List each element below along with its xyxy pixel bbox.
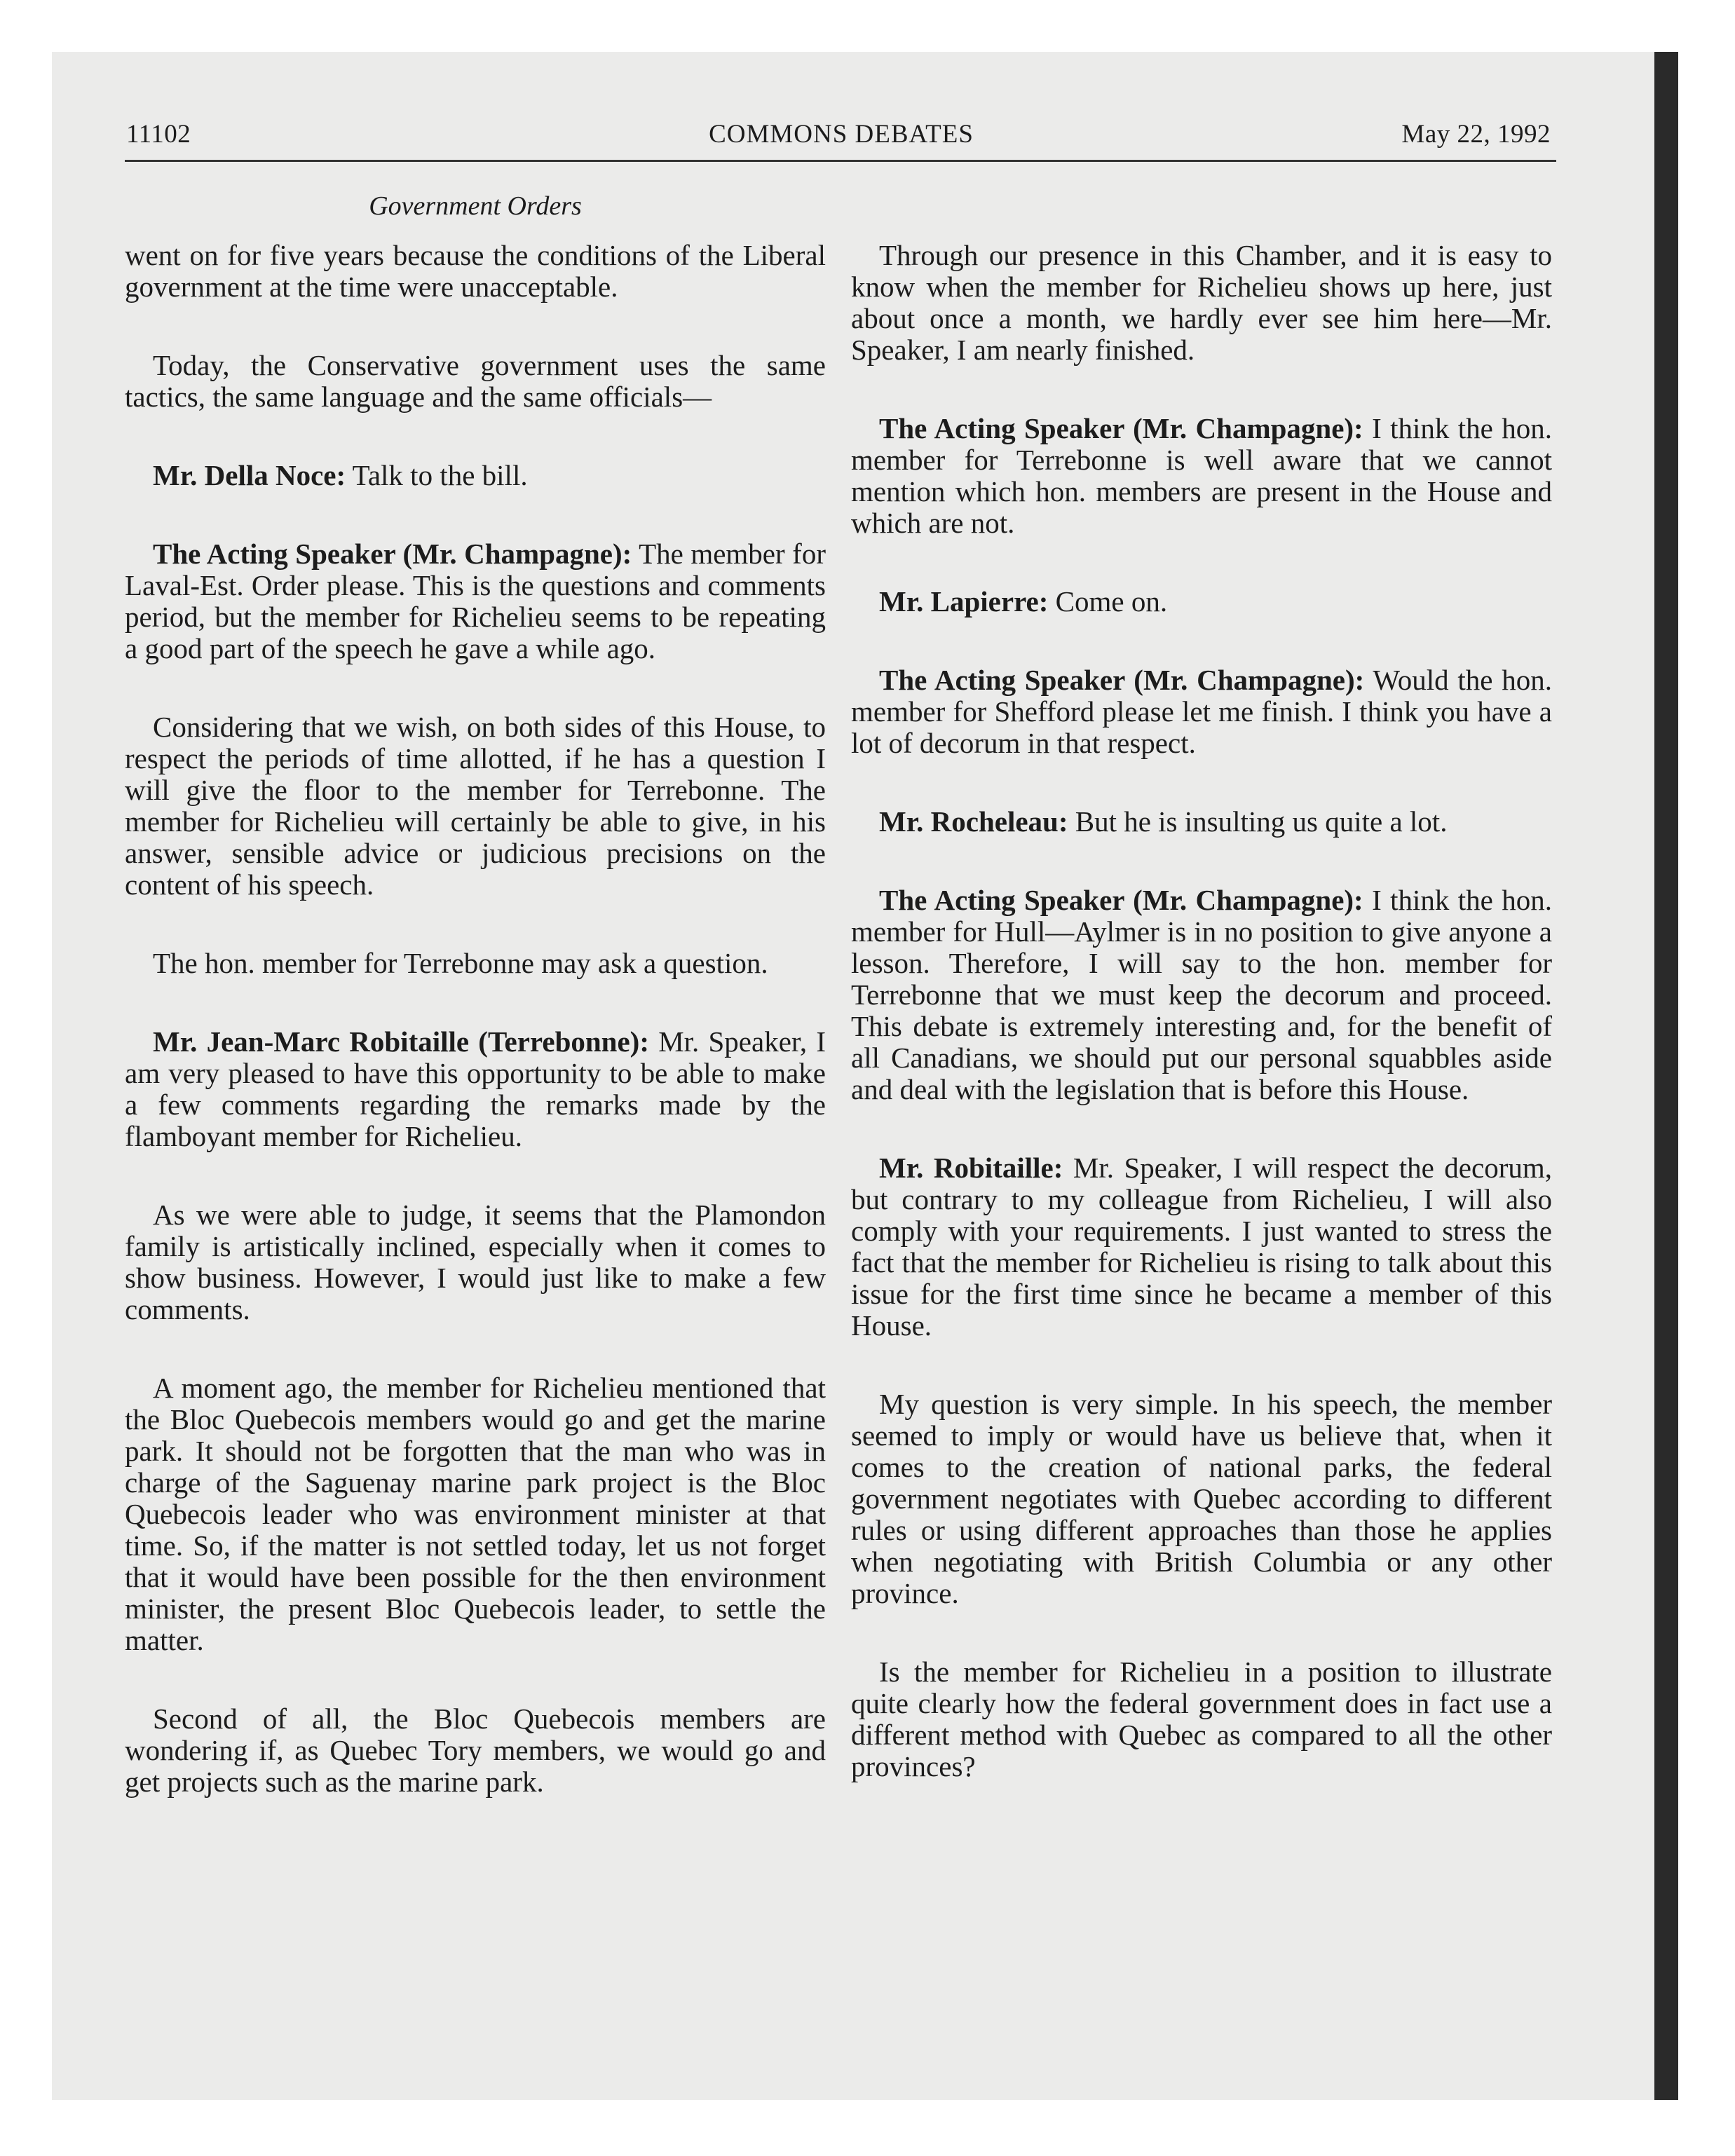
paragraph: The Acting Speaker (Mr. Champagne): Would the hon. member for Shefford please let me finish. I think you have a lot of decorum in that respect. xyxy=(851,664,1552,759)
paragraph: Mr. Robitaille: Mr. Speaker, I will respect the decorum, but contrary to my colleague from Richelieu, I will also comply with your requirements. I just wanted to stress the fact that the member for Richelieu is rising to talk about this issue for the first time since he became a member of this House. xyxy=(851,1152,1552,1342)
paragraph: The hon. member for Terrebonne may ask a question. xyxy=(153,947,768,979)
header-rule xyxy=(125,160,1556,162)
page-number: 11102 xyxy=(126,120,191,149)
paragraph: A moment ago, the member for Richelieu mentioned that the Bloc Quebecois members would go and get the marine park. It should not be forgotten that the man who was in charge of the Saguenay marine park project is the Bloc Quebecois leader who was environment minister at that time. So, if the matter is not settled today, let us not forget that it would have been possible for the then environment minister, the present Bloc Quebecois leader, to settle the matter. xyxy=(125,1372,826,1656)
left-column xyxy=(125,240,826,1845)
paragraph: Considering that we wish, on both sides of this House, to respect the periods of time allotted, if he has a question I will give the floor to the member for Terrebonne. The member for Richelieu will certainly be able to give, in his answer, sensible advice or judicious precisions on the content of his speech. xyxy=(125,711,826,901)
paragraph: The Acting Speaker (Mr. Champagne): I think the hon. member for Terrebonne is well aware that we cannot mention which hon. members are present in the House and which are not. xyxy=(851,412,1552,539)
paragraph: Mr. Lapierre: Come on. xyxy=(879,585,1168,618)
scan-edge-shadow xyxy=(1654,52,1678,2100)
paragraph: Mr. Della Noce: Talk to the bill. xyxy=(153,459,528,491)
right-column xyxy=(851,240,1552,1829)
publication-title: COMMONS DEBATES xyxy=(709,120,974,149)
paragraph: Today, the Conservative government uses the same tactics, the same language and the same officials— xyxy=(125,349,826,413)
paragraph: My question is very simple. In his speech, the member seemed to imply or would have us believe that, when it comes to the creation of national parks, the federal government negotiates with Quebec according to different rules or using different approaches than those he applies when negotiating with British Columbia or any other province. xyxy=(851,1388,1552,1609)
paragraph: Second of all, the Bloc Quebecois members are wondering if, as Quebec Tory members, we would go and get projects such as the marine park. xyxy=(125,1703,826,1798)
publication-date: May 22, 1992 xyxy=(1401,120,1551,149)
paragraph: Through our presence in this Chamber, and it is easy to know when the member for Richelieu shows up here, just about once a month, we hardly ever see him here—Mr. Speaker, I am nearly finished. xyxy=(851,239,1552,366)
paragraph: As we were able to judge, it seems that the Plamondon family is artistically inclined, especially when it comes to show business. However, I would just like to make a few comments. xyxy=(125,1199,826,1325)
paragraph: The Acting Speaker (Mr. Champagne): The member for Laval-Est. Order please. This is the questions and comments period, but the member for Richelieu seems to be repeating a good part of the speech he gave a while ago. xyxy=(125,538,826,664)
paragraph: went on for five years because the conditions of the Liberal government at the time were unacceptable. xyxy=(125,239,826,303)
section-label: Government Orders xyxy=(369,191,582,221)
paragraph: Is the member for Richelieu in a position to illustrate quite clearly how the federal government does in fact use a different method with Quebec as compared to all the other provinces? xyxy=(851,1656,1552,1782)
paragraph: Mr. Rocheleau: But he is insulting us quite a lot. xyxy=(879,805,1448,838)
paragraph: Mr. Jean-Marc Robitaille (Terrebonne): Mr. Speaker, I am very pleased to have this opportunity to be able to make a few comments regarding the remarks made by the flamboyant member for Richelieu. xyxy=(125,1025,826,1152)
paragraph: The Acting Speaker (Mr. Champagne): I think the hon. member for Hull—Aylmer is in no position to give anyone a lesson. Therefore, I will say to the hon. member for Terrebonne that we must keep the decorum and proceed. This debate is extremely interesting and, for the benefit of all Canadians, we should put our personal squabbles aside and deal with the legislation that is before this House. xyxy=(851,884,1552,1105)
